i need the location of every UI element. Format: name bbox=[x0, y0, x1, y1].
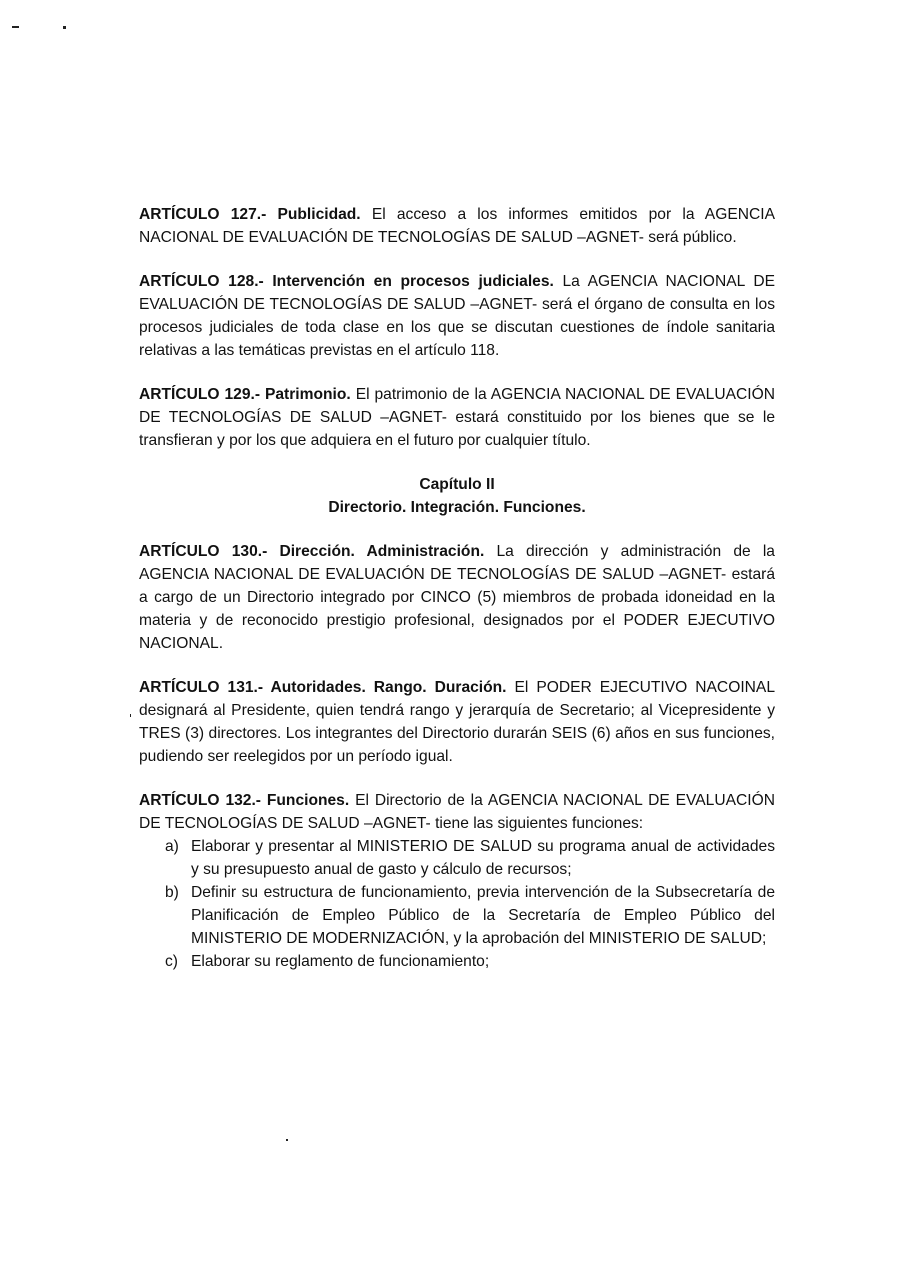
scan-speck bbox=[286, 1139, 288, 1141]
scan-speck bbox=[63, 26, 66, 29]
article-heading: ARTÍCULO 130.- Dirección. Administración. bbox=[139, 543, 485, 560]
document-body bbox=[139, 203, 775, 973]
article-130 bbox=[139, 540, 775, 655]
article-text: El PODER EJECUTIVO NACOINAL designará al Presidente, quien tendrá rango y jerarquía de Secretario; al Vicepresidente y TRES (3) directores. Los integrantes del Directorio durarán SEIS (6) años en sus funciones, pudiendo ser reelegidos por un período igual. bbox=[139, 679, 775, 765]
article-heading: ARTÍCULO 131.- Autoridades. Rango. Duración. bbox=[139, 679, 507, 696]
article-132 bbox=[139, 789, 775, 835]
article-131 bbox=[139, 676, 775, 768]
article-heading: ARTÍCULO 128.- Intervención en procesos judiciales. bbox=[139, 273, 554, 290]
article-text: El Directorio de la AGENCIA NACIONAL DE EVALUACIÓN DE TECNOLOGÍAS DE SALUD –AGNET- tiene las siguientes funciones: bbox=[139, 792, 775, 832]
chapter-heading bbox=[139, 473, 775, 519]
article-heading: ARTÍCULO 132.- Funciones. bbox=[139, 792, 350, 809]
article-127 bbox=[139, 203, 775, 249]
scan-speck bbox=[130, 714, 131, 717]
list-item-text: Elaborar su reglamento de funcionamiento; bbox=[191, 953, 490, 970]
list-marker: a) bbox=[165, 838, 179, 855]
article-129 bbox=[139, 383, 775, 452]
article-text: La dirección y administración de la AGENCIA NACIONAL DE EVALUACIÓN DE TECNOLOGÍAS DE SALUD –AGNET- estará a cargo de un Directorio integrado por CINCO (5) miembros de probada idoneidad en la materia y de reconocido prestigio profesional, designados por el PODER EJECUTIVO NACIONAL. bbox=[139, 543, 775, 652]
list-item bbox=[139, 950, 775, 973]
list-item bbox=[139, 835, 775, 881]
article-text: El patrimonio de la AGENCIA NACIONAL DE EVALUACIÓN DE TECNOLOGÍAS DE SALUD –AGNET- estará constituido por los bienes que se le transfieran y por los que adquiera en el futuro por cualquier título. bbox=[139, 386, 775, 449]
article-text: El acceso a los informes emitidos por la AGENCIA NACIONAL DE EVALUACIÓN DE TECNOLOGÍAS DE SALUD –AGNET- será público. bbox=[139, 206, 775, 246]
list-item bbox=[139, 881, 775, 950]
article-128 bbox=[139, 270, 775, 362]
scan-speck bbox=[12, 26, 19, 28]
article-heading: ARTÍCULO 129.- Patrimonio. bbox=[139, 386, 351, 403]
functions-list bbox=[139, 835, 775, 973]
chapter-title: Directorio. Integración. Funciones. bbox=[328, 499, 586, 516]
list-marker: b) bbox=[165, 884, 179, 901]
list-item-text: Elaborar y presentar al MINISTERIO DE SALUD su programa anual de actividades y su presupuesto anual de gasto y cálculo de recursos; bbox=[191, 838, 775, 878]
article-heading: ARTÍCULO 127.- Publicidad. bbox=[139, 206, 361, 223]
list-marker: c) bbox=[165, 953, 178, 970]
chapter-number: Capítulo II bbox=[419, 476, 495, 493]
article-text: La AGENCIA NACIONAL DE EVALUACIÓN DE TECNOLOGÍAS DE SALUD –AGNET- será el órgano de consulta en los procesos judiciales de toda clase en los que se discutan cuestiones de índole sanitaria relativas a las temáticas previstas en el artículo 118. bbox=[139, 273, 775, 359]
list-item-text: Definir su estructura de funcionamiento, previa intervención de la Subsecretaría de Planificación de Empleo Público de la Secretaría de Empleo Público del MINISTERIO DE MODERNIZACIÓN, y la aprobación del MINISTERIO DE SALUD; bbox=[191, 884, 775, 947]
